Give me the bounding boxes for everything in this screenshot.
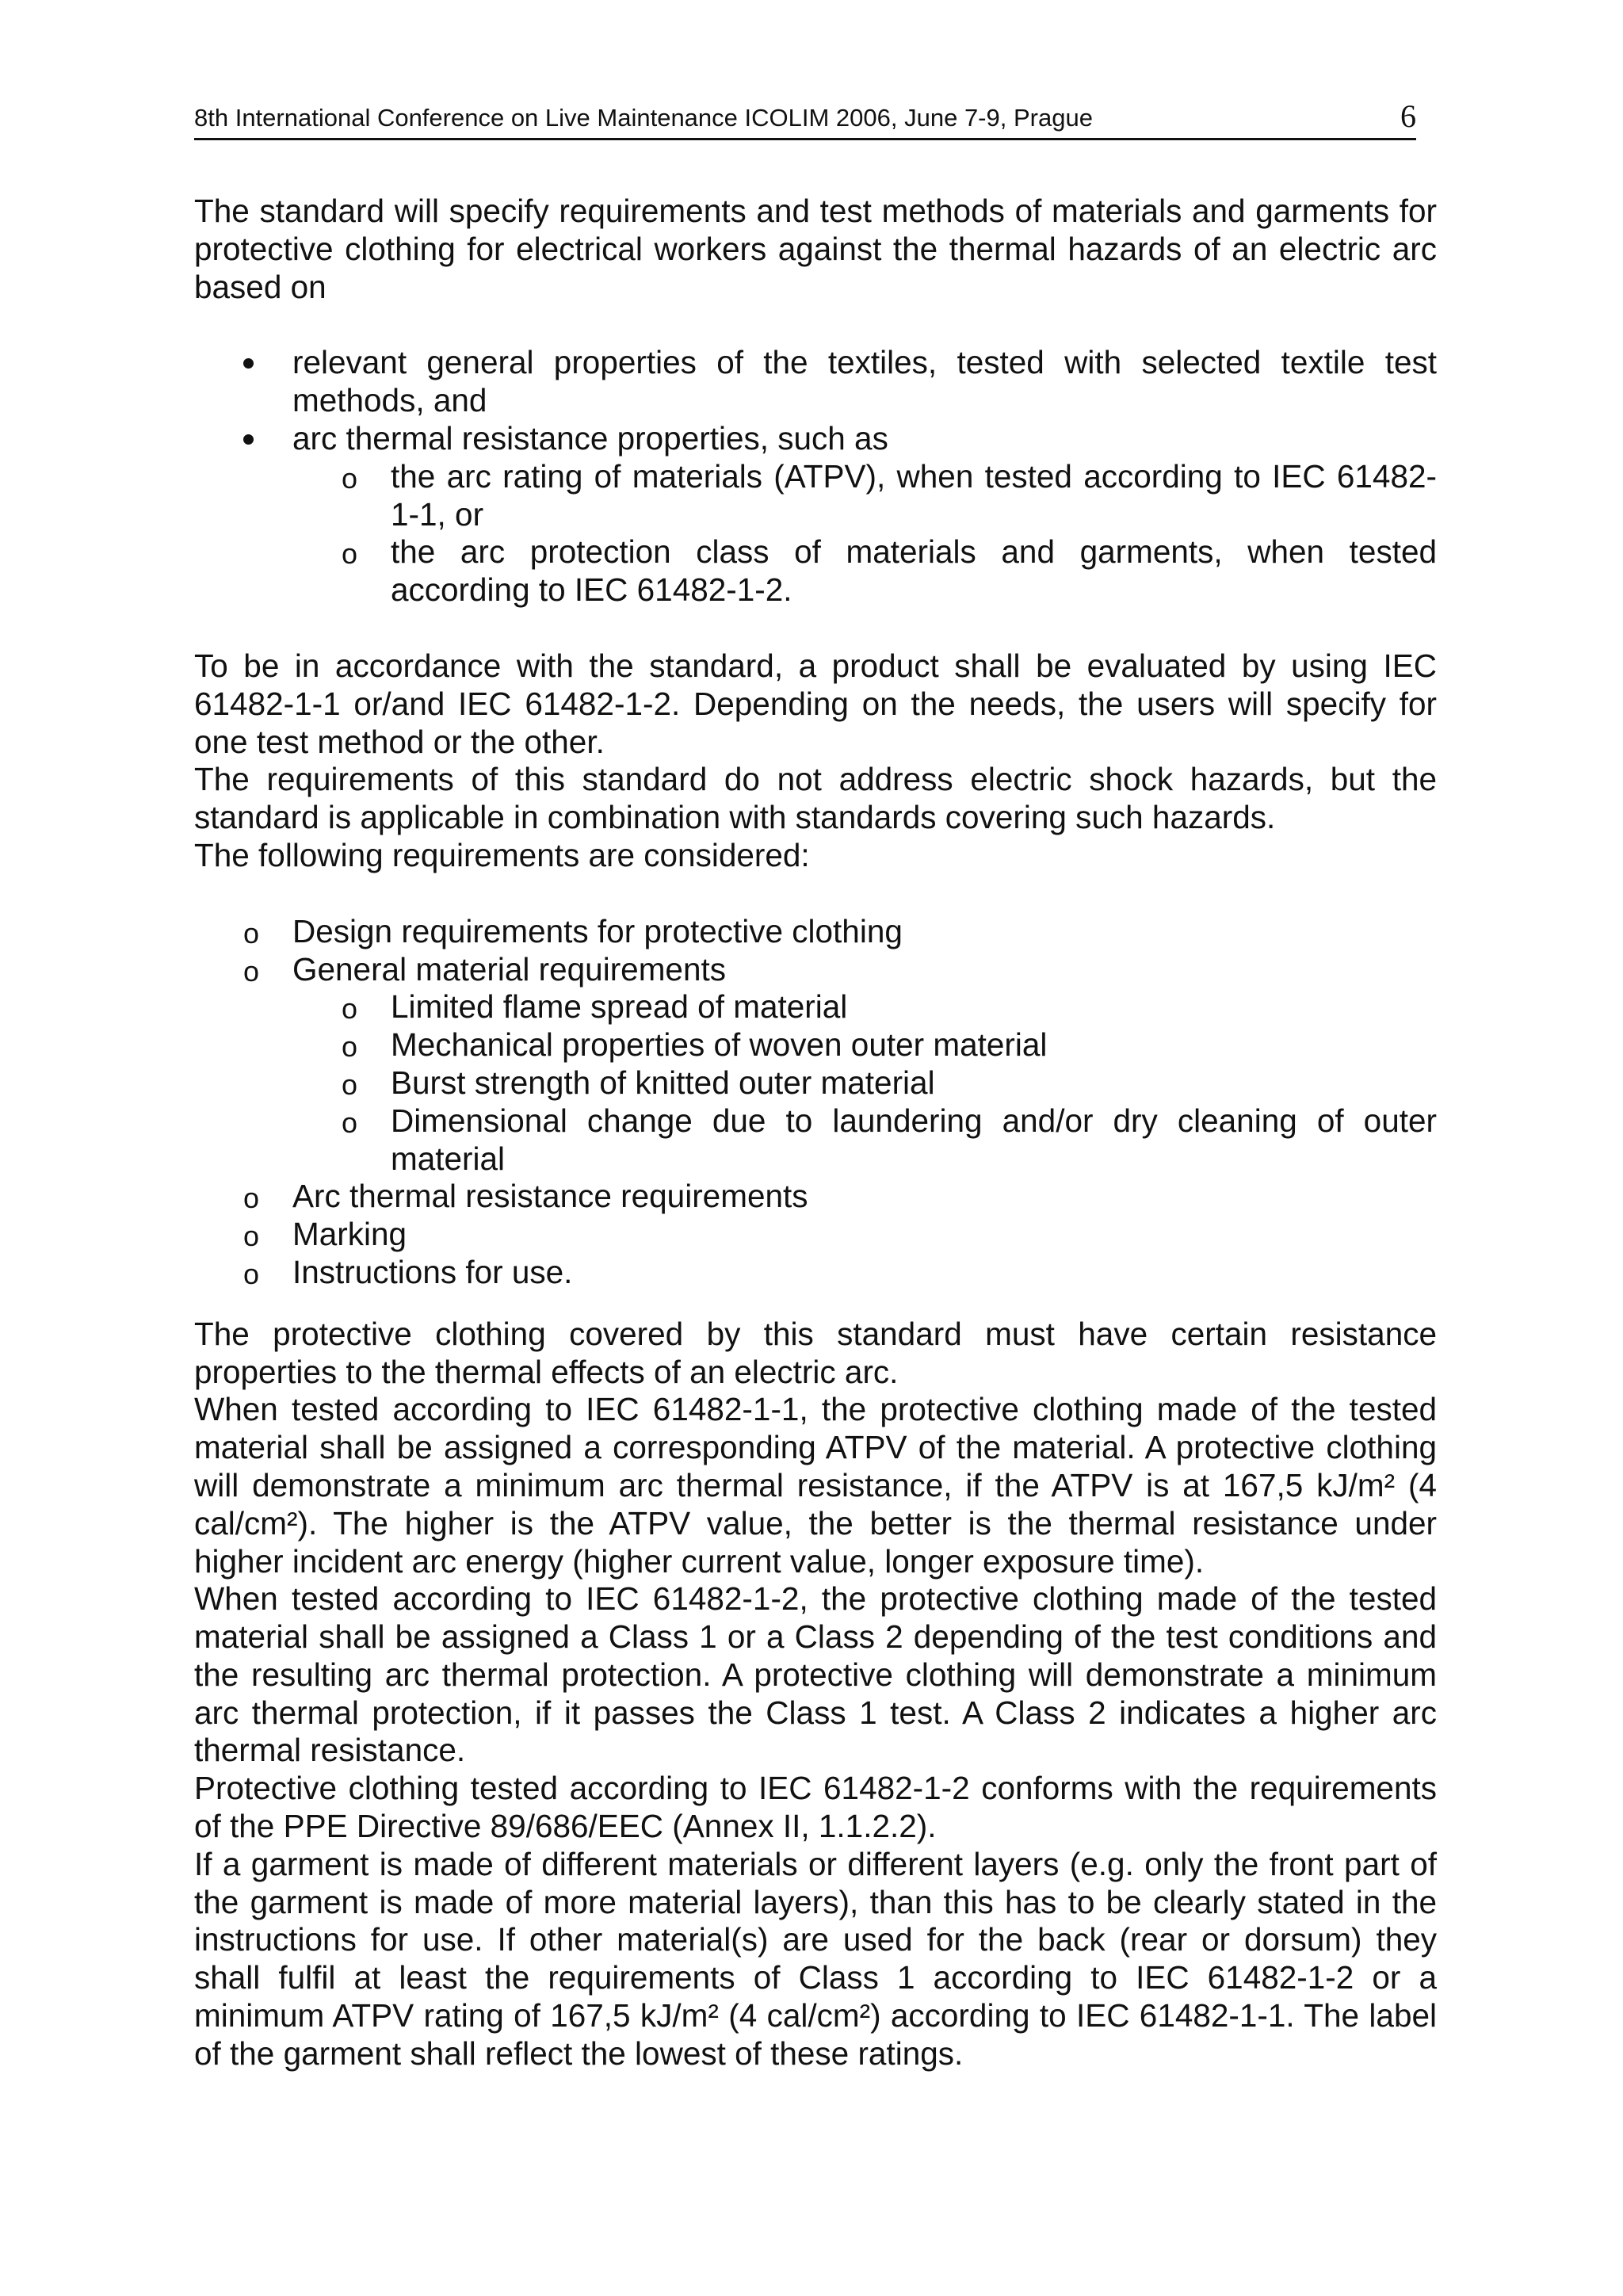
sub-list-item: o the arc rating of materials (ATPV), when tested according to IEC 61482-1-1, or	[342, 457, 1437, 533]
page-number: 6	[1400, 98, 1416, 134]
intro-paragraph: The standard will specify requirements and test methods of materials and garments for protective clothing for electrical workers against the thermal hazards of an electric arc based on	[194, 193, 1437, 305]
sub-list-item: o Mechanical properties of woven outer material	[194, 1026, 1437, 1064]
list-item: arc thermal resistance properties, such as	[194, 420, 1437, 458]
list-item: o General material requirements	[194, 951, 1437, 989]
garment-layers-paragraph: If a garment is made of different materials or different layers (e.g. only the front part of the garment is made of more material layers), than this has to be clearly stated in the instructions for use. If other material(s) are used for the back (rear or dorsum) they shall fulfil at least the requirements of Class 1 according to IEC 61482-1-2 or a minimum ATPV rating of 167,5 kJ/m² (4 cal/cm²) according to IEC 61482-1-1. The label of the garment shall reflect the lowest of these ratings.	[194, 1845, 1437, 2072]
accordance-paragraph: To be in accordance with the standard, a product shall be evaluated by using IEC 61482-1-1 or/and IEC 61482-1-2. Depending on the needs, the users will specify for one test method or the other.	[194, 647, 1437, 760]
list-item: o Arc thermal resistance requirements	[194, 1178, 1437, 1216]
sub-list-item: o Burst strength of knitted outer material	[194, 1064, 1437, 1102]
circle-bullet-icon: o	[243, 954, 260, 988]
sub-list-item: o Dimensional change due to laundering and/or dry cleaning of outer material	[342, 1102, 1437, 1177]
class-paragraph: When tested according to IEC 61482-1-2, the protective clothing made of the tested material shall be assigned a Class 1 or a Class 2 depending of the test conditions and the resulting arc thermal protection. A protective clothing will demonstrate a minimum arc thermal protection, if it passes the Class 1 test. A Class 2 indicates a higher arc thermal resistance.	[194, 1580, 1437, 1769]
requirements-list	[194, 913, 1437, 1292]
page-body	[194, 193, 1437, 2073]
circle-bullet-icon: o	[342, 1030, 358, 1064]
running-header	[194, 98, 1416, 140]
circle-bullet-icon: o	[342, 1106, 358, 1139]
bullet-icon	[243, 434, 254, 445]
list-item: o Marking	[194, 1216, 1437, 1254]
circle-bullet-icon: o	[342, 537, 358, 571]
sub-list-item: o Limited flame spread of material	[194, 988, 1437, 1026]
requirements-intro: The following requirements are considered:	[194, 836, 810, 873]
bullet-icon	[243, 358, 254, 369]
thermal-effects-paragraph: The protective clothing covered by this standard must have certain resistance properties to the thermal effects of an electric arc.	[194, 1315, 1437, 1390]
list-item: relevant general properties of the textiles, tested with selected textile test methods, and	[194, 344, 1437, 420]
list-item: o Instructions for use.	[194, 1254, 1437, 1292]
circle-bullet-icon: o	[342, 992, 358, 1026]
circle-bullet-icon: o	[342, 461, 358, 495]
ppe-directive-paragraph: Protective clothing tested according to IEC 61482-1-2 conforms with the requirements of the PPE Directive 89/686/EEC (Annex II, 1.1.2.2).	[194, 1770, 1437, 1845]
list-item: o Design requirements for protective clothing	[194, 913, 1437, 951]
basis-list	[194, 344, 1437, 609]
circle-bullet-icon: o	[243, 1257, 260, 1290]
circle-bullet-icon: o	[243, 1182, 260, 1215]
circle-bullet-icon: o	[243, 916, 260, 949]
circle-bullet-icon: o	[243, 1220, 260, 1253]
sub-list-item: o the arc protection class of materials and garments, when tested according to IEC 61482-1-2.	[342, 533, 1437, 609]
conference-title: 8th International Conference on Live Maintenance ICOLIM 2006, June 7-9, Prague	[194, 104, 1093, 132]
atpv-paragraph: When tested according to IEC 61482-1-1, the protective clothing made of the tested material shall be assigned a corresponding ATPV of the material. A protective clothing will demonstrate a minimum arc thermal resistance, if the ATPV is at 167,5 kJ/m² (4 cal/cm²). The higher is the ATPV value, the better is the thermal resistance under higher incident arc energy (higher current value, longer exposure time).	[194, 1391, 1437, 1580]
shock-hazard-paragraph: The requirements of this standard do not address electric shock hazards, but the standard is applicable in combination with standards covering such hazards.	[194, 761, 1437, 836]
circle-bullet-icon: o	[342, 1068, 358, 1101]
